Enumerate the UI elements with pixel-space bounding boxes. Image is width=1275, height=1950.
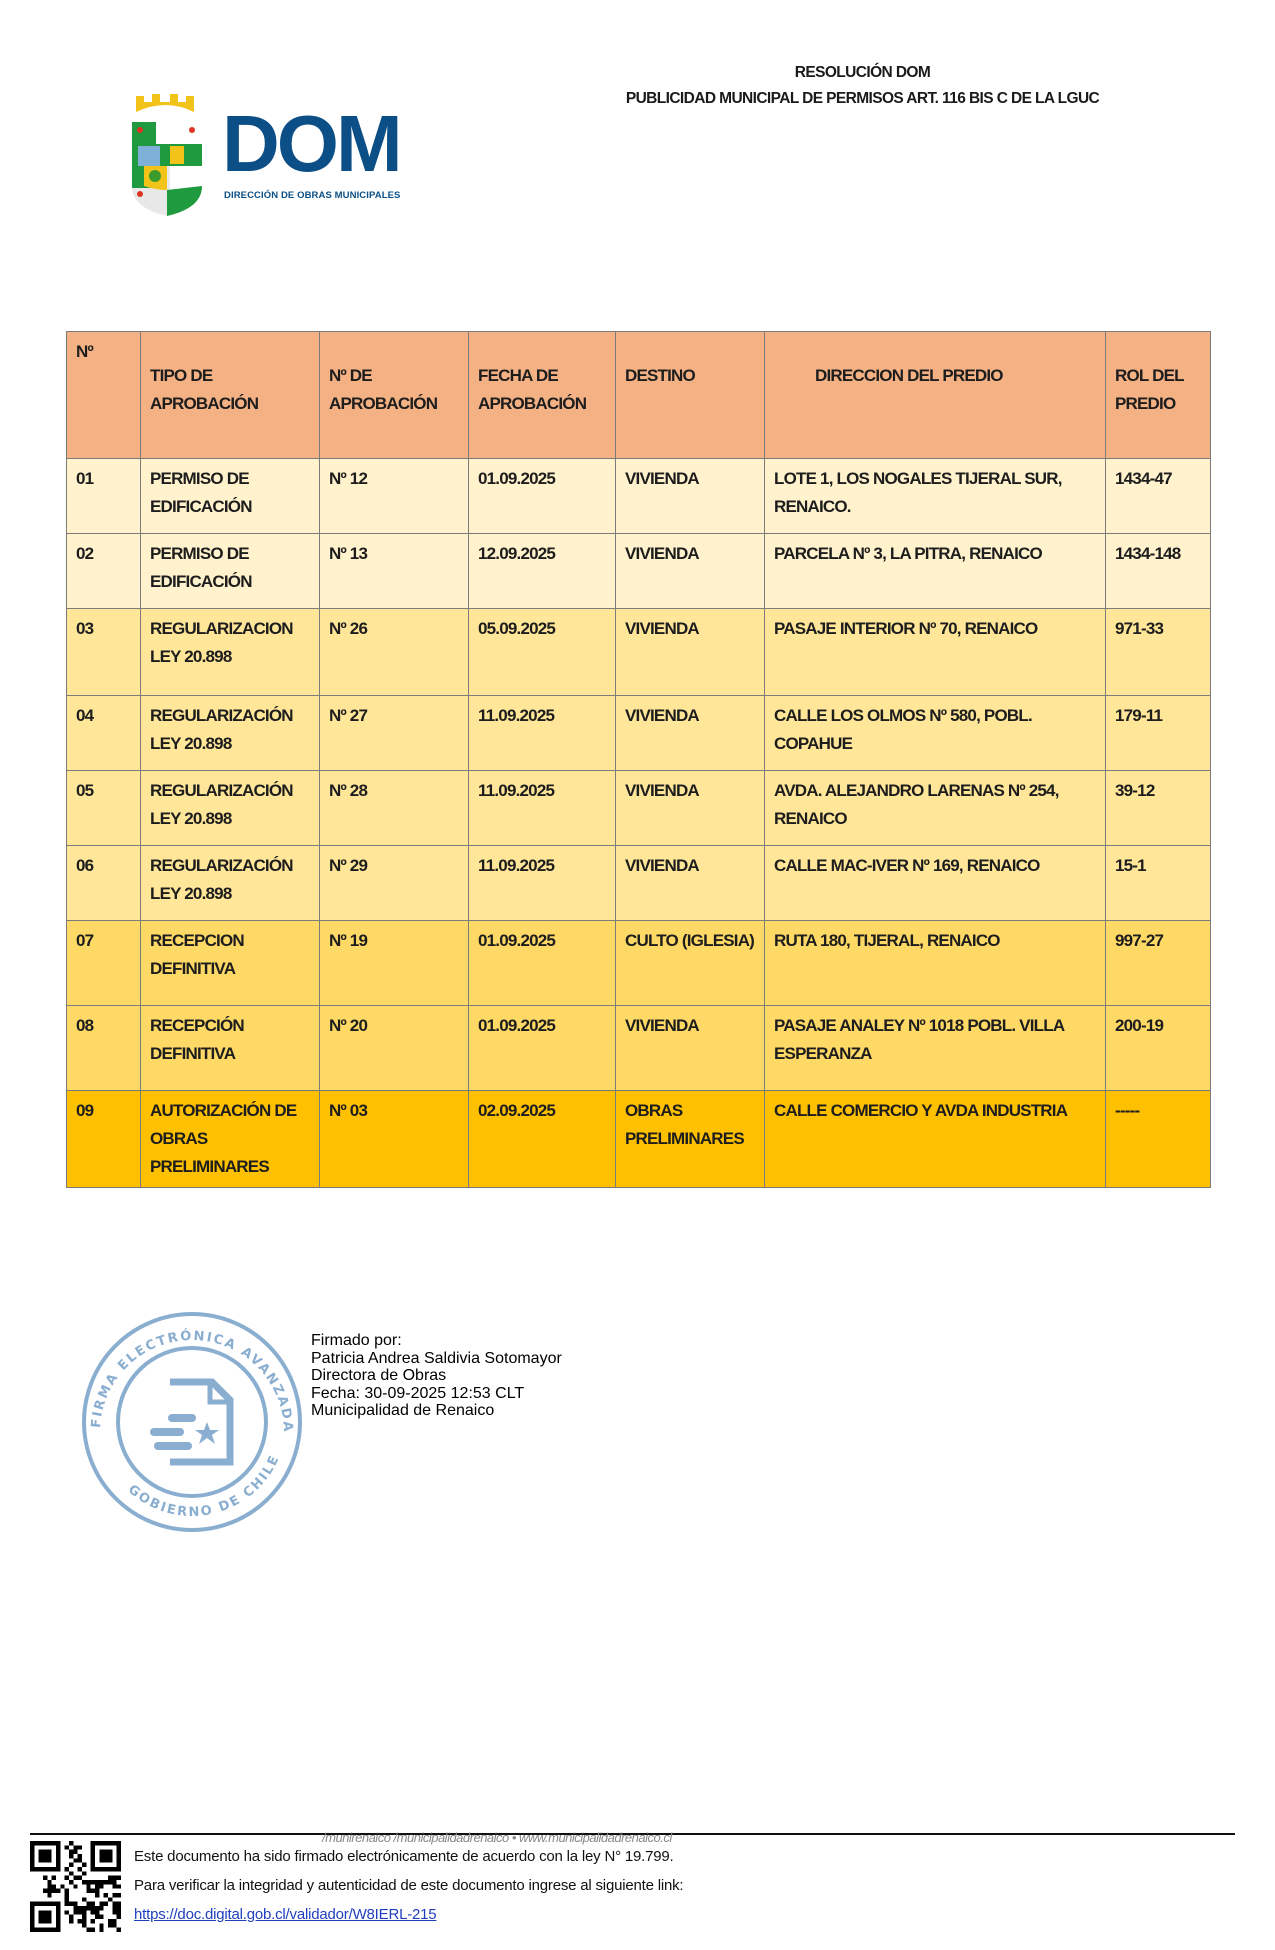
header-approval-type: TIPO DE APROBACIÓN [141,332,320,459]
cell-approval-date: 02.09.2025 [469,1091,616,1188]
social-links: /munirenaico /municipalidadrenaico • www.municipalidadrenaico.cl [322,1830,672,1845]
table-row [67,534,1211,609]
header-address: DIRECCION DEL PREDIO [765,332,1106,459]
cell-property-role: 1434-148 [1106,534,1211,609]
cell-address: CALLE MAC-IVER Nº 169, RENAICO [765,846,1106,921]
cell-approval-date: 11.09.2025 [469,696,616,771]
cell-property-role: 200-19 [1106,1006,1211,1091]
header-destination: DESTINO [616,332,765,459]
signer-role: Directora de Obras [311,1367,447,1384]
signer-name: Patricia Andrea Saldivia Sotomayor [311,1349,562,1367]
cell-row-number: 02 [67,534,141,609]
header-property-role: ROL DEL PREDIO [1106,332,1211,459]
header-approval-date: FECHA DE APROBACIÓN [469,332,616,459]
cell-approval-type: REGULARIZACIÓN LEY 20.898 [141,846,320,921]
cell-row-number: 07 [67,921,141,1006]
cell-address: PASAJE ANALEY Nº 1018 POBL. VILLA ESPERANZA [765,1006,1106,1091]
cell-destination: OBRAS PRELIMINARES [616,1091,765,1188]
validator-link[interactable]: https://doc.digital.gob.cl/validador/W8IERL-215 [134,1906,437,1923]
header-number: Nº [67,332,141,459]
cell-approval-type: REGULARIZACION LEY 20.898 [141,609,320,696]
cell-row-number: 08 [67,1006,141,1091]
cell-address: PARCELA Nº 3, LA PITRA, RENAICO [765,534,1106,609]
table-header-row [67,332,1211,459]
cell-address: RUTA 180, TIJERAL, RENAICO [765,921,1106,1006]
logo-subtitle: DIRECCIÓN DE OBRAS MUNICIPALES [224,190,401,201]
header-approval-number: Nº DE APROBACIÓN [320,332,469,459]
cell-row-number: 06 [67,846,141,921]
electronic-signature-seal [80,1310,304,1534]
cell-row-number: 09 [67,1091,141,1188]
resolution-subtitle: PUBLICIDAD MUNICIPAL DE PERMISOS ART. 116 BIS C DE LA LGUC [625,90,1100,107]
cell-approval-type: RECEPCIÓN DEFINITIVA [141,1006,320,1091]
cell-destination: VIVIENDA [616,534,765,609]
cell-address: LOTE 1, LOS NOGALES TIJERAL SUR, RENAICO. [765,459,1106,534]
cell-property-role: ----- [1106,1091,1211,1188]
cell-destination: VIVIENDA [616,696,765,771]
table-row [67,459,1211,534]
cell-destination: CULTO (IGLESIA) [616,921,765,1006]
cell-approval-date: 12.09.2025 [469,534,616,609]
footer-legal-text: Este documento ha sido firmado electrónicamente de acuerdo con la ley N° 19.799. [134,1848,674,1865]
municipal-crest-icon [126,90,208,218]
table-row [67,1091,1211,1188]
table-row [67,771,1211,846]
footer-verify-text: Para verificar la integridad y autenticidad de este documento ingrese al siguiente link: [134,1877,684,1894]
cell-destination: VIVIENDA [616,459,765,534]
table-row [67,609,1211,696]
cell-approval-date: 11.09.2025 [469,771,616,846]
qr-code-icon[interactable] [30,1841,121,1932]
signer-organization: Municipalidad de Renaico [311,1402,495,1419]
cell-approval-type: RECEPCION DEFINITIVA [141,921,320,1006]
seal-bottom-text: GOBIERNO DE CHILE [125,1452,284,1521]
cell-approval-number: Nº 13 [320,534,469,609]
cell-row-number: 03 [67,609,141,696]
table-row [67,846,1211,921]
cell-address: PASAJE INTERIOR Nº 70, RENAICO [765,609,1106,696]
cell-row-number: 01 [67,459,141,534]
resolution-title: RESOLUCIÓN DOM [794,64,931,81]
cell-destination: VIVIENDA [616,1006,765,1091]
cell-approval-date: 05.09.2025 [469,609,616,696]
cell-approval-date: 01.09.2025 [469,921,616,1006]
cell-approval-number: Nº 03 [320,1091,469,1188]
cell-property-role: 997-27 [1106,921,1211,1006]
cell-approval-date: 01.09.2025 [469,1006,616,1091]
cell-row-number: 04 [67,696,141,771]
permits-table [66,331,1211,1188]
cell-approval-number: Nº 19 [320,921,469,1006]
cell-row-number: 05 [67,771,141,846]
cell-approval-type: REGULARIZACIÓN LEY 20.898 [141,771,320,846]
cell-approval-number: Nº 26 [320,609,469,696]
cell-destination: VIVIENDA [616,846,765,921]
cell-approval-number: Nº 28 [320,771,469,846]
cell-approval-type: AUTORIZACIÓN DE OBRAS PRELIMINARES [141,1091,320,1188]
document-star-icon [150,1382,230,1462]
signature-date: Fecha: 30-09-2025 12:53 CLT [311,1384,525,1402]
cell-property-role: 179-11 [1106,696,1211,771]
cell-approval-type: PERMISO DE EDIFICACIÓN [141,459,320,534]
cell-approval-number: Nº 29 [320,846,469,921]
cell-approval-type: PERMISO DE EDIFICACIÓN [141,534,320,609]
cell-property-role: 971-33 [1106,609,1211,696]
cell-property-role: 15-1 [1106,846,1211,921]
cell-approval-date: 01.09.2025 [469,459,616,534]
cell-address: CALLE COMERCIO Y AVDA INDUSTRIA [765,1091,1106,1188]
cell-approval-number: Nº 20 [320,1006,469,1091]
cell-destination: VIVIENDA [616,609,765,696]
signature-block [311,1332,562,1420]
cell-address: CALLE LOS OLMOS Nº 580, POBL. COPAHUE [765,696,1106,771]
seal-top-text: FIRMA ELECTRÓNICA AVANZADA [89,1328,296,1432]
cell-approval-number: Nº 12 [320,459,469,534]
cell-property-role: 1434-47 [1106,459,1211,534]
cell-destination: VIVIENDA [616,771,765,846]
cell-address: AVDA. ALEJANDRO LARENAS Nº 254, RENAICO [765,771,1106,846]
logo-text: DOM [222,99,400,188]
table-row [67,696,1211,771]
table-row [67,921,1211,1006]
table-row [67,1006,1211,1091]
cell-approval-type: REGULARIZACIÓN LEY 20.898 [141,696,320,771]
dom-logo [126,90,446,220]
cell-approval-date: 11.09.2025 [469,846,616,921]
signature-label: Firmado por: [311,1332,402,1349]
cell-property-role: 39-12 [1106,771,1211,846]
cell-approval-number: Nº 27 [320,696,469,771]
